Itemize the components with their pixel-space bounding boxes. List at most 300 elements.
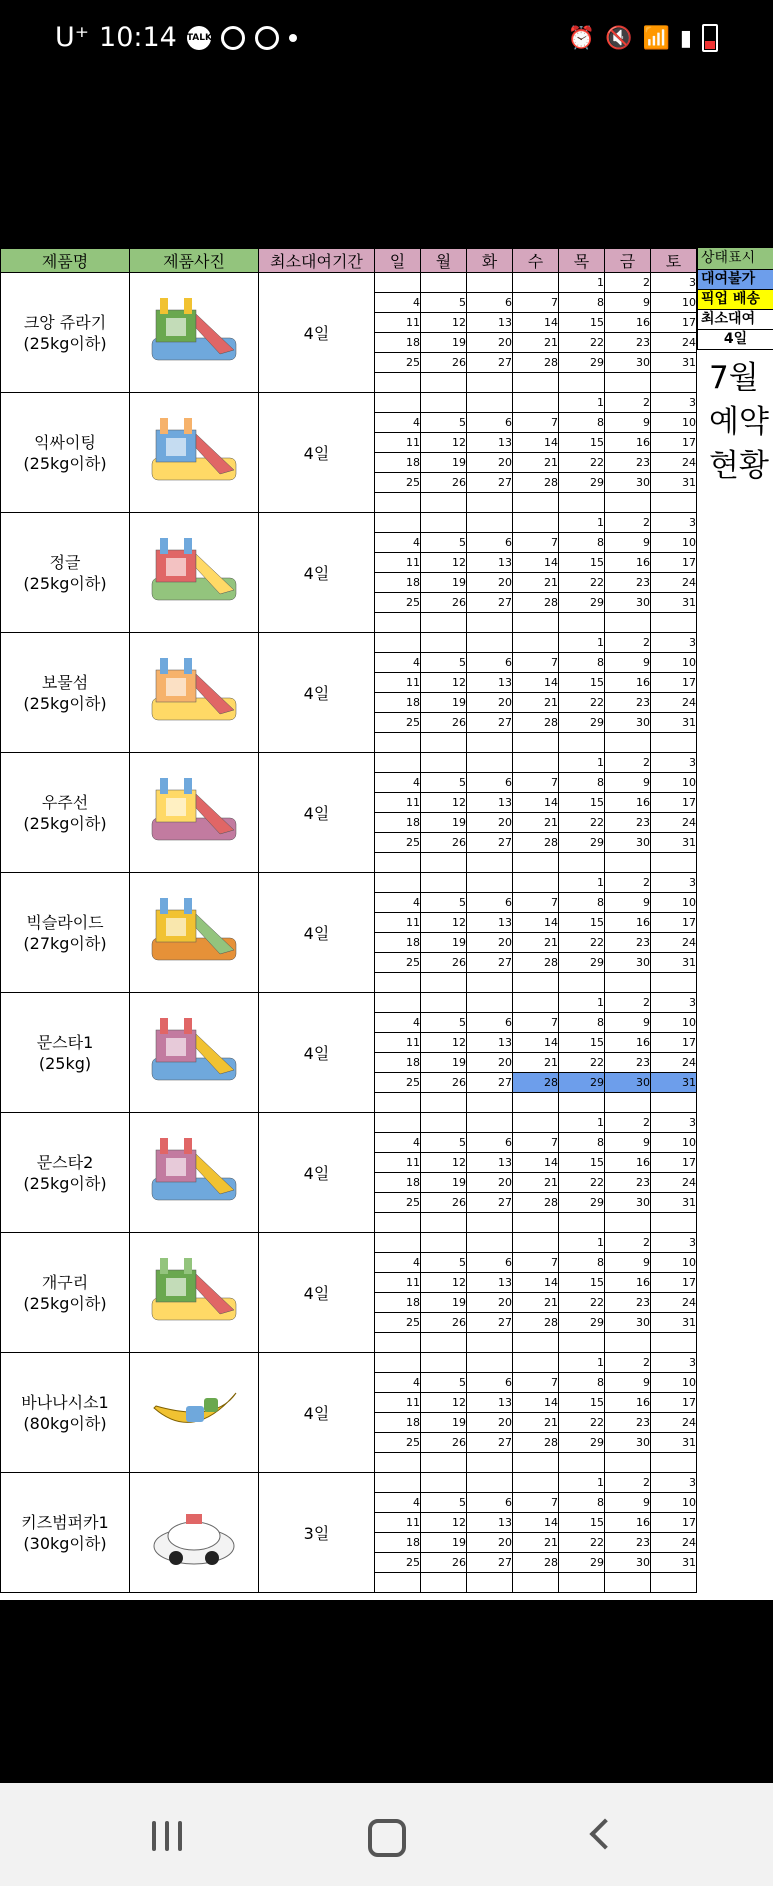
product-photo-cell	[130, 1113, 259, 1233]
calendar-day-cell	[421, 373, 467, 393]
calendar-day-cell: 16	[605, 793, 651, 813]
back-icon[interactable]	[589, 1818, 620, 1849]
calendar-day-cell: 8	[559, 293, 605, 313]
calendar-week-row	[1, 1473, 697, 1493]
bumper-car-icon	[146, 1559, 242, 1578]
recents-icon[interactable]	[152, 1821, 186, 1851]
col-header-sun: 일	[375, 249, 421, 273]
product-name: 익싸이팅	[34, 432, 96, 452]
calendar-day-cell: 24	[651, 1293, 697, 1313]
col-header-mon: 월	[421, 249, 467, 273]
calendar-day-cell	[651, 853, 697, 873]
calendar-day-cell: 11	[375, 1513, 421, 1533]
calendar-day-cell: 15	[559, 553, 605, 573]
calendar-day-cell: 11	[375, 673, 421, 693]
frog-bouncer-icon	[146, 1319, 242, 1338]
calendar-day-cell: 18	[375, 933, 421, 953]
calendar-day-cell: 6	[467, 1493, 513, 1513]
calendar-day-cell: 25	[375, 1193, 421, 1213]
calendar-day-cell: 17	[651, 793, 697, 813]
calendar-day-cell	[467, 373, 513, 393]
calendar-day-cell: 20	[467, 1173, 513, 1193]
calendar-day-cell: 19	[421, 333, 467, 353]
home-icon[interactable]	[368, 1819, 406, 1857]
product-weight-limit: (25kg이하)	[23, 573, 107, 593]
calendar-day-cell: 28	[513, 1313, 559, 1333]
calendar-day-cell: 3	[651, 273, 697, 293]
calendar-day-cell	[467, 273, 513, 293]
calendar-day-cell	[513, 1093, 559, 1113]
calendar-day-cell: 27	[467, 353, 513, 373]
calendar-day-cell: 19	[421, 1173, 467, 1193]
calendar-day-cell	[467, 613, 513, 633]
calendar-day-cell: 2	[605, 1113, 651, 1133]
calendar-day-cell: 18	[375, 1413, 421, 1433]
calendar-day-cell: 26	[421, 833, 467, 853]
calendar-day-cell: 23	[605, 453, 651, 473]
calendar-day-cell: 7	[513, 413, 559, 433]
calendar-day-cell: 6	[467, 413, 513, 433]
calendar-day-cell: 1	[559, 393, 605, 413]
calendar-day-cell: 27	[467, 1193, 513, 1213]
calendar-day-cell: 28	[513, 473, 559, 493]
product-photo-cell	[130, 393, 259, 513]
calendar-day-cell: 6	[467, 653, 513, 673]
calendar-day-cell: 31	[651, 1193, 697, 1213]
calendar-day-cell	[513, 633, 559, 653]
calendar-day-cell	[421, 1453, 467, 1473]
calendar-day-cell	[513, 1473, 559, 1493]
calendar-day-cell: 26	[421, 353, 467, 373]
calendar-day-cell	[375, 733, 421, 753]
calendar-day-cell	[421, 1213, 467, 1233]
calendar-day-cell	[375, 1093, 421, 1113]
calendar-day-cell: 22	[559, 1173, 605, 1193]
calendar-day-cell: 23	[605, 1053, 651, 1073]
calendar-day-cell: 8	[559, 773, 605, 793]
calendar-day-cell: 23	[605, 813, 651, 833]
product-weight-limit: (25kg이하)	[23, 453, 107, 473]
calendar-day-cell: 5	[421, 1253, 467, 1273]
calendar-day-cell: 30	[605, 1313, 651, 1333]
calendar-day-cell: 25	[375, 473, 421, 493]
calendar-day-cell: 22	[559, 933, 605, 953]
product-name-cell	[1, 273, 130, 393]
calendar-day-cell: 22	[559, 813, 605, 833]
product-weight-limit: (80kg이하)	[23, 1413, 107, 1433]
calendar-week-row	[1, 273, 697, 293]
calendar-day-cell	[467, 733, 513, 753]
calendar-day-cell	[467, 633, 513, 653]
calendar-day-cell: 31	[651, 1073, 697, 1093]
calendar-day-cell: 26	[421, 713, 467, 733]
calendar-day-cell: 17	[651, 1153, 697, 1173]
calendar-day-cell: 4	[375, 653, 421, 673]
calendar-day-cell	[605, 493, 651, 513]
product-name: 문스타2	[36, 1152, 94, 1172]
calendar-day-cell: 9	[605, 293, 651, 313]
calendar-day-cell: 19	[421, 453, 467, 473]
calendar-day-cell: 10	[651, 1493, 697, 1513]
calendar-day-cell: 14	[513, 793, 559, 813]
calendar-day-cell: 14	[513, 433, 559, 453]
calendar-day-cell	[513, 873, 559, 893]
calendar-day-cell: 16	[605, 433, 651, 453]
calendar-day-cell: 27	[467, 953, 513, 973]
calendar-day-cell: 26	[421, 1313, 467, 1333]
calendar-day-cell: 31	[651, 1553, 697, 1573]
calendar-day-cell: 5	[421, 293, 467, 313]
calendar-day-cell: 13	[467, 793, 513, 813]
calendar-day-cell: 10	[651, 893, 697, 913]
product-photo-cell	[130, 1473, 259, 1593]
calendar-day-cell: 21	[513, 813, 559, 833]
calendar-day-cell	[513, 493, 559, 513]
calendar-day-cell	[467, 1353, 513, 1373]
calendar-day-cell: 25	[375, 953, 421, 973]
calendar-week-row	[1, 393, 697, 413]
calendar-day-cell: 20	[467, 453, 513, 473]
calendar-day-cell: 16	[605, 1153, 651, 1173]
calendar-day-cell: 17	[651, 1393, 697, 1413]
calendar-day-cell: 3	[651, 873, 697, 893]
calendar-day-cell: 1	[559, 513, 605, 533]
calendar-day-cell: 19	[421, 1413, 467, 1433]
calendar-day-cell	[513, 1213, 559, 1233]
calendar-day-cell: 25	[375, 713, 421, 733]
min-rental-period: 4일	[259, 633, 375, 753]
calendar-day-cell: 20	[467, 1413, 513, 1433]
calendar-day-cell: 24	[651, 453, 697, 473]
calendar-day-cell	[467, 1453, 513, 1473]
calendar-day-cell	[375, 393, 421, 413]
calendar-day-cell: 4	[375, 1253, 421, 1273]
calendar-day-cell: 22	[559, 453, 605, 473]
calendar-day-cell: 4	[375, 773, 421, 793]
calendar-day-cell	[421, 1333, 467, 1353]
calendar-day-cell: 27	[467, 1553, 513, 1573]
calendar-day-cell: 6	[467, 1133, 513, 1153]
product-name-cell	[1, 993, 130, 1113]
product-name-cell	[1, 513, 130, 633]
calendar-day-cell: 23	[605, 333, 651, 353]
calendar-day-cell: 30	[605, 1073, 651, 1093]
jurassic-castle-icon	[146, 359, 242, 378]
calendar-day-cell: 3	[651, 513, 697, 533]
product-weight-limit: (25kg이하)	[23, 333, 107, 353]
product-name: 개구리	[41, 1272, 89, 1292]
calendar-day-cell: 2	[605, 1353, 651, 1373]
calendar-day-cell: 15	[559, 433, 605, 453]
min-rental-period: 4일	[259, 393, 375, 513]
moonstar-bouncer-icon	[146, 1199, 242, 1218]
calendar-day-cell: 29	[559, 713, 605, 733]
product-name: 키즈범퍼카1	[21, 1512, 109, 1532]
product-name-cell	[1, 633, 130, 753]
calendar-day-cell: 30	[605, 473, 651, 493]
calendar-day-cell: 12	[421, 913, 467, 933]
calendar-day-cell: 10	[651, 653, 697, 673]
calendar-day-cell	[421, 513, 467, 533]
calendar-day-cell: 23	[605, 1173, 651, 1193]
calendar-day-cell: 15	[559, 1393, 605, 1413]
dnd-icon	[255, 26, 279, 50]
calendar-day-cell: 5	[421, 1493, 467, 1513]
calendar-week-row	[1, 1353, 697, 1373]
calendar-day-cell: 23	[605, 1293, 651, 1313]
calendar-day-cell: 13	[467, 553, 513, 573]
min-rental-period: 4일	[259, 513, 375, 633]
calendar-week-row	[1, 513, 697, 533]
calendar-day-cell: 9	[605, 1493, 651, 1513]
calendar-day-cell: 18	[375, 813, 421, 833]
product-name-cell	[1, 393, 130, 513]
calendar-week-row	[1, 633, 697, 653]
calendar-day-cell: 26	[421, 593, 467, 613]
calendar-day-cell	[421, 1573, 467, 1593]
col-header-wed: 수	[513, 249, 559, 273]
product-photo-cell	[130, 873, 259, 993]
calendar-day-cell	[513, 993, 559, 1013]
calendar-day-cell: 29	[559, 593, 605, 613]
calendar-day-cell: 4	[375, 893, 421, 913]
calendar-day-cell: 10	[651, 1253, 697, 1273]
calendar-day-cell: 10	[651, 293, 697, 313]
calendar-day-cell	[559, 1213, 605, 1233]
calendar-day-cell: 11	[375, 1273, 421, 1293]
calendar-day-cell: 29	[559, 353, 605, 373]
product-name-cell	[1, 1113, 130, 1233]
calendar-day-cell	[513, 853, 559, 873]
calendar-day-cell: 11	[375, 433, 421, 453]
calendar-day-cell: 12	[421, 793, 467, 813]
calendar-day-cell	[375, 633, 421, 653]
calendar-day-cell: 14	[513, 1033, 559, 1053]
calendar-day-cell: 8	[559, 413, 605, 433]
calendar-day-cell: 6	[467, 1253, 513, 1273]
calendar-day-cell	[605, 853, 651, 873]
calendar-day-cell	[513, 393, 559, 413]
min-rental-period: 4일	[259, 1233, 375, 1353]
calendar-day-cell: 11	[375, 1153, 421, 1173]
notification-dot-icon	[289, 34, 297, 42]
product-weight-limit: (27kg이하)	[23, 933, 107, 953]
calendar-day-cell	[467, 873, 513, 893]
calendar-day-cell: 13	[467, 1033, 513, 1053]
calendar-day-cell	[513, 1113, 559, 1133]
calendar-day-cell: 8	[559, 1133, 605, 1153]
calendar-day-cell: 15	[559, 913, 605, 933]
calendar-day-cell: 11	[375, 1033, 421, 1053]
calendar-day-cell: 12	[421, 433, 467, 453]
calendar-day-cell: 8	[559, 893, 605, 913]
calendar-day-cell: 26	[421, 1433, 467, 1453]
calendar-day-cell: 28	[513, 593, 559, 613]
calendar-day-cell: 14	[513, 1513, 559, 1533]
calendar-day-cell	[513, 1453, 559, 1473]
calendar-day-cell: 28	[513, 713, 559, 733]
sync-icon	[221, 26, 245, 50]
calendar-week-row	[1, 1233, 697, 1253]
calendar-day-cell: 30	[605, 353, 651, 373]
product-weight-limit: (30kg이하)	[23, 1533, 107, 1553]
calendar-day-cell	[375, 513, 421, 533]
calendar-day-cell: 14	[513, 1273, 559, 1293]
calendar-day-cell: 14	[513, 1153, 559, 1173]
calendar-day-cell	[421, 873, 467, 893]
battery-low-icon	[702, 24, 718, 52]
calendar-day-cell	[651, 1333, 697, 1353]
calendar-day-cell: 1	[559, 753, 605, 773]
calendar-day-cell	[421, 1113, 467, 1133]
calendar-day-cell: 18	[375, 453, 421, 473]
calendar-day-cell	[421, 733, 467, 753]
treasure-island-icon	[146, 719, 242, 738]
calendar-day-cell: 1	[559, 873, 605, 893]
calendar-day-cell	[467, 1233, 513, 1253]
calendar-day-cell: 21	[513, 333, 559, 353]
calendar-day-cell	[559, 1093, 605, 1113]
calendar-day-cell: 2	[605, 1233, 651, 1253]
calendar-day-cell: 29	[559, 1313, 605, 1333]
product-weight-limit: (25kg이하)	[23, 693, 107, 713]
calendar-day-cell: 6	[467, 893, 513, 913]
product-photo-cell	[130, 753, 259, 873]
calendar-day-cell	[421, 393, 467, 413]
calendar-day-cell: 18	[375, 1293, 421, 1313]
calendar-day-cell	[651, 1453, 697, 1473]
calendar-day-cell: 5	[421, 1013, 467, 1033]
calendar-day-cell: 6	[467, 293, 513, 313]
calendar-day-cell: 18	[375, 1173, 421, 1193]
calendar-day-cell: 30	[605, 1433, 651, 1453]
calendar-day-cell: 12	[421, 1033, 467, 1053]
calendar-day-cell	[375, 373, 421, 393]
calendar-day-cell: 2	[605, 873, 651, 893]
col-header-sat: 토	[651, 249, 697, 273]
calendar-day-cell: 15	[559, 1153, 605, 1173]
calendar-day-cell	[513, 373, 559, 393]
header-row	[1, 249, 697, 273]
calendar-day-cell: 30	[605, 1553, 651, 1573]
calendar-day-cell: 22	[559, 1293, 605, 1313]
calendar-day-cell: 19	[421, 1293, 467, 1313]
spreadsheet-image	[0, 248, 773, 1600]
calendar-day-cell: 3	[651, 1353, 697, 1373]
calendar-day-cell: 4	[375, 1493, 421, 1513]
calendar-day-cell: 19	[421, 573, 467, 593]
calendar-day-cell: 19	[421, 1053, 467, 1073]
calendar-day-cell: 30	[605, 1193, 651, 1213]
calendar-day-cell: 24	[651, 333, 697, 353]
calendar-day-cell: 8	[559, 1373, 605, 1393]
product-name-cell	[1, 1353, 130, 1473]
col-header-fri: 금	[605, 249, 651, 273]
calendar-day-cell	[375, 1473, 421, 1493]
calendar-day-cell: 14	[513, 1393, 559, 1413]
calendar-day-cell	[559, 1453, 605, 1473]
calendar-day-cell: 17	[651, 433, 697, 453]
calendar-day-cell: 7	[513, 1493, 559, 1513]
legend-status: 현황	[709, 448, 769, 484]
calendar-day-cell	[467, 393, 513, 413]
calendar-week-row	[1, 873, 697, 893]
calendar-day-cell: 8	[559, 1013, 605, 1033]
calendar-day-cell: 23	[605, 933, 651, 953]
product-photo-cell	[130, 1233, 259, 1353]
calendar-day-cell: 27	[467, 713, 513, 733]
col-header-name: 제품명	[1, 249, 130, 273]
calendar-day-cell: 6	[467, 1373, 513, 1393]
calendar-day-cell	[421, 853, 467, 873]
calendar-day-cell	[375, 1213, 421, 1233]
calendar-day-cell: 2	[605, 993, 651, 1013]
calendar-day-cell	[651, 733, 697, 753]
calendar-day-cell	[375, 973, 421, 993]
calendar-day-cell: 29	[559, 833, 605, 853]
calendar-day-cell	[651, 613, 697, 633]
calendar-day-cell: 31	[651, 473, 697, 493]
calendar-day-cell: 27	[467, 1073, 513, 1093]
calendar-day-cell: 28	[513, 1193, 559, 1213]
calendar-day-cell: 17	[651, 673, 697, 693]
calendar-day-cell: 16	[605, 1273, 651, 1293]
product-photo-cell	[130, 273, 259, 393]
legend-month: 7월	[709, 360, 759, 396]
calendar-day-cell	[375, 613, 421, 633]
calendar-day-cell: 20	[467, 573, 513, 593]
calendar-day-cell: 9	[605, 1013, 651, 1033]
calendar-day-cell: 21	[513, 453, 559, 473]
calendar-day-cell: 24	[651, 1533, 697, 1553]
product-weight-limit: (25kg이하)	[23, 813, 107, 833]
calendar-day-cell: 18	[375, 1053, 421, 1073]
jungle-bouncer-icon	[146, 599, 242, 618]
calendar-day-cell	[513, 973, 559, 993]
calendar-day-cell	[467, 993, 513, 1013]
product-name: 빅슬라이드	[26, 912, 104, 932]
calendar-day-cell: 24	[651, 1413, 697, 1433]
calendar-day-cell: 11	[375, 793, 421, 813]
calendar-day-cell: 13	[467, 1393, 513, 1413]
calendar-day-cell: 4	[375, 1133, 421, 1153]
calendar-day-cell	[421, 273, 467, 293]
calendar-day-cell: 5	[421, 413, 467, 433]
calendar-day-cell: 21	[513, 1413, 559, 1433]
calendar-day-cell: 25	[375, 1433, 421, 1453]
calendar-day-cell	[651, 1573, 697, 1593]
calendar-day-cell: 24	[651, 693, 697, 713]
calendar-day-cell: 8	[559, 653, 605, 673]
calendar-day-cell: 31	[651, 833, 697, 853]
calendar-day-cell: 1	[559, 993, 605, 1013]
calendar-day-cell	[559, 373, 605, 393]
calendar-day-cell: 3	[651, 753, 697, 773]
calendar-day-cell: 26	[421, 473, 467, 493]
calendar-day-cell: 17	[651, 1033, 697, 1053]
legend-reservation: 예약	[709, 404, 769, 440]
calendar-day-cell: 20	[467, 1293, 513, 1313]
calendar-day-cell: 30	[605, 593, 651, 613]
calendar-day-cell: 5	[421, 773, 467, 793]
calendar-day-cell	[513, 1573, 559, 1593]
calendar-day-cell: 13	[467, 673, 513, 693]
calendar-day-cell	[375, 1353, 421, 1373]
calendar-day-cell	[651, 373, 697, 393]
calendar-day-cell: 18	[375, 333, 421, 353]
alarm-icon: ⏰	[567, 25, 596, 51]
calendar-day-cell: 20	[467, 1533, 513, 1553]
